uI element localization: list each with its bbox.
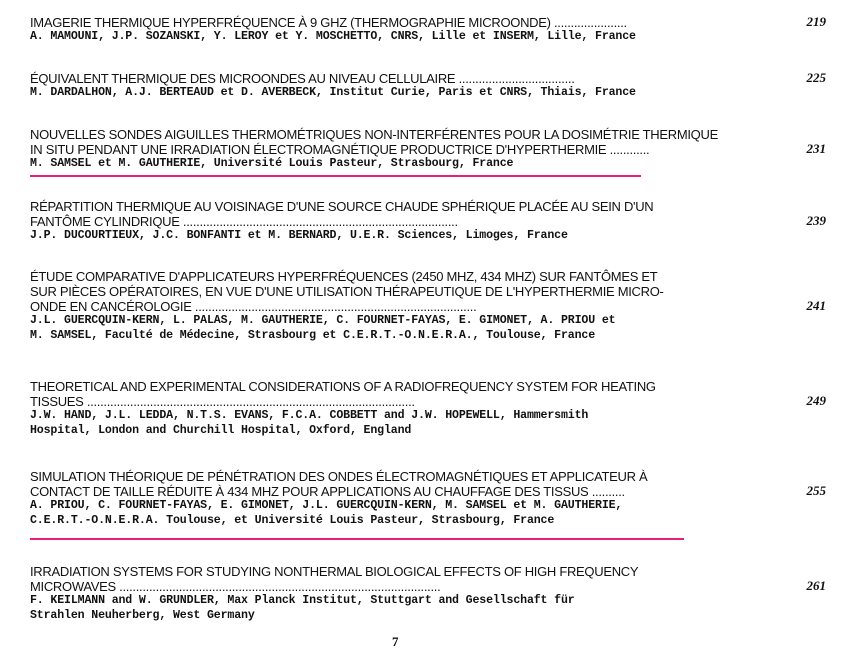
entry-page-number: 239 [806, 213, 826, 228]
entry-title-line: IRRADIATION SYSTEMS FOR STUDYING NONTHERMAL BIOLOGICAL EFFECTS OF HIGH FREQUENCY [30, 564, 639, 579]
entry-title-line: ÉTUDE COMPARATIVE D'APPLICATEURS HYPERFRÉQUENCES (2450 MHZ, 434 MHZ) SUR FANTÔMES ET [30, 269, 658, 284]
toc-entry [30, 468, 826, 528]
entry-page-number: 219 [806, 14, 826, 29]
entry-title-line: MICROWAVES ................................................................................................. [30, 579, 441, 594]
entry-page-number: 225 [806, 70, 826, 85]
entry-authors-line: F. KEILMANN and W. GRUNDLER, Max Planck Institut, Stuttgart and Gesellschaft für [30, 594, 575, 607]
entry-title-line: THEORETICAL AND EXPERIMENTAL CONSIDERATIONS OF A RADIOFREQUENCY SYSTEM FOR HEATING [30, 379, 656, 394]
entry-authors-line: A. PRIOU, C. FOURNET-FAYAS, E. GIMONET, J.L. GUERCQUIN-KERN, M. SAMSEL et M. GAUTHERIE, [30, 499, 623, 512]
entry-title-line: NOUVELLES SONDES AIGUILLES THERMOMÉTRIQUES NON-INTERFÉRENTES POUR LA DOSIMÉTRIE THERMIQUE [30, 127, 718, 142]
entry-authors-line: J.P. DUCOURTIEUX, J.C. BONFANTI et M. BERNARD, U.E.R. Sciences, Limoges, France [30, 229, 568, 242]
entry-authors-line: A. MAMOUNI, J.P. SOZANSKI, Y. LEROY et Y. MOSCHETTO, CNRS, Lille et INSERM, Lille, France [30, 30, 636, 43]
entry-title-line: IMAGERIE THERMIQUE HYPERFRÉQUENCE À 9 GHZ (THERMOGRAPHIE MICROONDE) ...................... [30, 15, 627, 30]
entry-title-line: SUR PIÈCES OPÉRATOIRES, EN VUE D'UNE UTILISATION THÉRAPEUTIQUE DE L'HYPERTHERMIE MICRO- [30, 284, 664, 299]
entry-page-number: 255 [806, 483, 826, 498]
entry-title-line: CONTACT DE TAILLE RÉDUITE À 434 MHZ POUR APPLICATIONS AU CHAUFFAGE DES TISSUS .......... [30, 484, 625, 499]
entry-authors-line: M. SAMSEL, Faculté de Médecine, Strasbourg et C.E.R.T.-O.N.E.R.A., Toulouse, France [30, 329, 596, 342]
entry-title-line: SIMULATION THÉORIQUE DE PÉNÉTRATION DES ONDES ÉLECTROMAGNÉTIQUES ET APPLICATEUR À [30, 469, 648, 484]
toc-entry [30, 563, 826, 623]
toc-entry [30, 70, 826, 100]
entry-authors-line: Hospital, London and Churchill Hospital, Oxford, England [30, 424, 412, 437]
toc-entry [30, 198, 826, 243]
toc-entry [30, 378, 826, 438]
entry-page-number: 241 [806, 298, 826, 313]
entry-title-line: FANTÔME CYLINDRIQUE ................................................................................... [30, 214, 458, 229]
entry-title-line: IN SITU PENDANT UNE IRRADIATION ÉLECTROMAGNÉTIQUE PRODUCTRICE D'HYPERTHERMIE ............ [30, 142, 650, 157]
entry-title-line: RÉPARTITION THERMIQUE AU VOISINAGE D'UNE SOURCE CHAUDE SPHÉRIQUE PLACÉE AU SEIN D'UN [30, 199, 654, 214]
entry-title-line: ÉQUIVALENT THERMIQUE DES MICROONDES AU NIVEAU CELLULAIRE ................................... [30, 71, 575, 86]
entry-authors-line: Strahlen Neuherberg, West Germany [30, 609, 255, 622]
highlight-underline [30, 538, 684, 540]
toc-entry [30, 14, 826, 44]
entry-authors-line: M. DARDALHON, A.J. BERTEAUD et D. AVERBECK, Institut Curie, Paris et CNRS, Thiais, France [30, 86, 636, 99]
entry-title-line: ONDE EN CANCÉROLOGIE ..................................................................................... [30, 299, 477, 314]
entry-authors-line: J.L. GUERCQUIN-KERN, L. PALAS, M. GAUTHERIE, C. FOURNET-FAYAS, E. GIMONET, A. PRIOU et [30, 314, 616, 327]
entry-authors-line: J.W. HAND, J.L. LEDDA, N.T.S. EVANS, F.C.A. COBBETT and J.W. HOPEWELL, Hammersmith [30, 409, 589, 422]
entry-title-line: TISSUES ................................................................................................... [30, 394, 415, 409]
toc-entry [30, 268, 826, 343]
page-folio: 7 [392, 634, 399, 649]
highlight-underline [30, 175, 641, 177]
entry-page-number: 261 [806, 578, 826, 593]
entry-authors-line: M. SAMSEL et M. GAUTHERIE, Université Louis Pasteur, Strasbourg, France [30, 157, 514, 170]
entry-authors-line: C.E.R.T.-O.N.E.R.A. Toulouse, et Université Louis Pasteur, Strasbourg, France [30, 514, 555, 527]
toc-entry [30, 126, 826, 171]
entry-page-number: 249 [806, 393, 826, 408]
entry-page-number: 231 [806, 141, 826, 156]
